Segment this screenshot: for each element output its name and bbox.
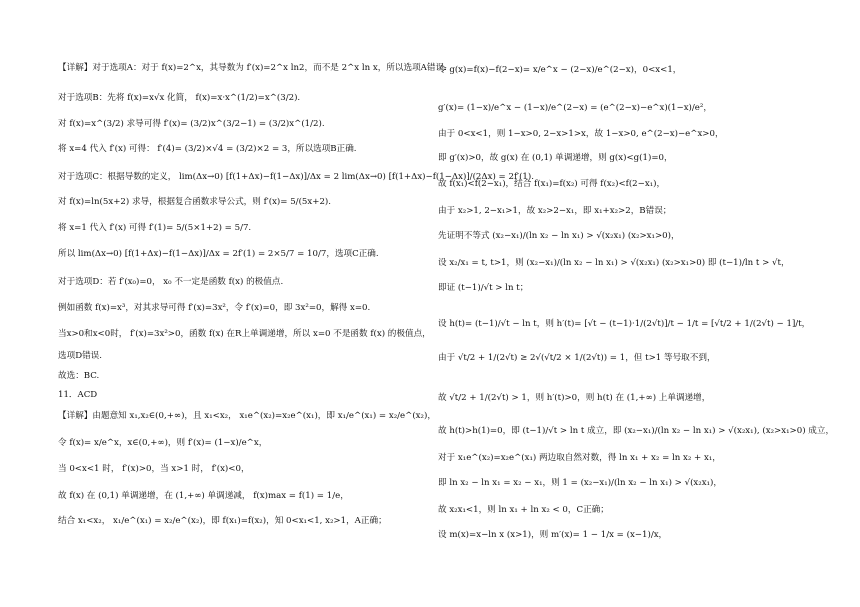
text-line: 故 x₂x₁<1，则 ln x₁ + ln x₂ < 0，C正确； <box>438 505 609 515</box>
text-line: 当x>0和x<0时， f′(x)=3x²>0，函数 f(x) 在R上单调递增，所以 x=0 不是函数 f(x) 的极值点， <box>58 329 431 339</box>
text-line: 对 f(x)=x^(3/2) 求导可得 f′(x)= (3/2)x^(3/2−1) = (3/2)x^(1/2). <box>58 119 325 129</box>
text-line: 令 g(x)=f(x)−f(2−x)= x/e^x − (2−x)/e^(2−x)，0<x<1， <box>438 65 682 75</box>
text-line: 即 g′(x)>0，故 g(x) 在 (0,1) 单调递增，则 g(x)<g(1)=0， <box>438 153 673 163</box>
text-line: 故 h(t)>h(1)=0，即 (t−1)/√t > ln t 成立，即 (x₂−x₁)/(ln x₂ − ln x₁) > √(x₂x₁), (x₂>x₁>0) 成立， <box>438 426 835 436</box>
text-line: 将 x=4 代入 f′(x) 可得： f′(4)= (3/2)×√4 = (3/2)×2 = 3，所以选项B正确. <box>58 144 357 154</box>
text-line: 设 m(x)=x−ln x (x>1)，则 m′(x)= 1 − 1/x = (x−1)/x， <box>438 530 668 540</box>
section-number: 11．ACD <box>58 390 98 400</box>
text-line: 所以 lim(Δx→0) [f(1+Δx)−f(1−Δx)]/Δx = 2f′(1) = 2×5/7 = 10/7，选项C正确. <box>58 249 379 259</box>
text-line: 结合 x₁<x₂， x₁/e^(x₁) = x₂/e^(x₂)，即 f(x₁)=f(x₂)，知 0<x₁<1, x₂>1，A正确； <box>58 516 387 526</box>
text-line: 设 x₂/x₁ = t, t>1，则 (x₂−x₁)/(ln x₂ − ln x₁) > √(x₂x₁) (x₂>x₁>0) 即 (t−1)/ln t > √t， <box>438 258 790 268</box>
text-line: 故选：BC. <box>58 371 100 381</box>
text-line: 将 x=1 代入 f′(x) 可得 f′(1)= 5/(5×1+2) = 5/7. <box>58 223 252 233</box>
text-line: 例如函数 f(x)=x³，对其求导可得 f′(x)=3x²，令 f′(x)=0，即 3x²=0，解得 x=0. <box>58 303 371 313</box>
text-line: 对于选项D：若 f′(x₀)=0， x₀ 不一定是函数 f(x) 的极值点. <box>58 277 284 287</box>
text-line: g′(x)= (1−x)/e^x − (1−x)/e^(2−x) = (e^(2−x)−e^x)(1−x)/e²， <box>438 103 712 113</box>
text-line: 由于 x₂>1, 2−x₁>1，故 x₂>2−x₁，即 x₁+x₂>2，B错误； <box>438 206 672 216</box>
text-line: 即 ln x₂ − ln x₁ = x₂ − x₁，则 1 = (x₂−x₁)/(ln x₂ − ln x₁) > √(x₂x₁)， <box>438 478 722 488</box>
text-line: 由于 √t/2 + 1/(2√t) ≥ 2√(√t/2 × 1/(2√t)) = 1，但 t>1 等号取不到， <box>438 353 716 363</box>
text-line: 【详解】对于选项A：对于 f(x)=2^x，其导数为 f′(x)=2^x ln2，而不是 2^x ln x，所以选项A错误. <box>58 63 447 73</box>
text-line: 故 √t/2 + 1/(2√t) > 1，则 h′(t)>0，则 h(t) 在 (1,+∞) 上单调递增， <box>438 393 711 403</box>
text-line: 对 f(x)=ln(5x+2) 求导，根据复合函数求导公式，则 f′(x)= 5/(5x+2). <box>58 197 331 207</box>
text-line: 【详解】由题意知 x₁,x₂∈(0,+∞)，且 x₁<x₂， x₁e^(x₂)=x₂e^(x₁)，即 x₁/e^(x₁) = x₂/e^(x₂)， <box>58 411 436 421</box>
text-line: 对于选项C：根据导数的定义， lim(Δx→0) [f(1+Δx)−f(1−Δx)]/Δx = 2 lim(Δx→0) [f(1+Δx)−f(1−Δx)]/(2Δx) = 2f′(1). <box>58 172 534 182</box>
text-line: 令 f(x)= x/e^x，x∈(0,+∞)，则 f′(x)= (1−x)/e^x， <box>58 438 268 448</box>
text-line: 当 0<x<1 时， f′(x)>0，当 x>1 时， f′(x)<0， <box>58 464 250 474</box>
text-line: 对于选项B：先将 f(x)=x√x 化简， f(x)=x·x^(1/2)=x^(3/2). <box>58 93 301 103</box>
text-line: 设 h(t)= (t−1)/√t − ln t，则 h′(t)= [√t − (t−1)·1/(2√t)]/t − 1/t = [√t/2 + 1/(2√t) − 1]/t， <box>438 319 811 329</box>
text-line: 故 f(x₁)<f(2−x₁)，结合 f(x₁)=f(x₂) 可得 f(x₂)<f(2−x₁)， <box>438 179 666 189</box>
text-line: 由于 0<x<1，则 1−x>0, 2−x>1>x，故 1−x>0, e^(2−x)−e^x>0， <box>438 129 724 139</box>
text-line: 先证明不等式 (x₂−x₁)/(ln x₂ − ln x₁) > √(x₂x₁) (x₂>x₁>0)， <box>438 231 680 241</box>
text-line: 选项D错误. <box>58 351 102 361</box>
text-line: 对于 x₁e^(x₂)=x₂e^(x₁) 两边取自然对数，得 ln x₁ + x₂ = ln x₂ + x₁， <box>438 453 721 463</box>
text-line: 即证 (t−1)/√t > ln t； <box>438 283 529 293</box>
right-column <box>438 0 835 607</box>
text-line: 故 f(x) 在 (0,1) 单调递增，在 (1,+∞) 单调递减， f(x)max = f(1) = 1/e， <box>58 491 349 501</box>
